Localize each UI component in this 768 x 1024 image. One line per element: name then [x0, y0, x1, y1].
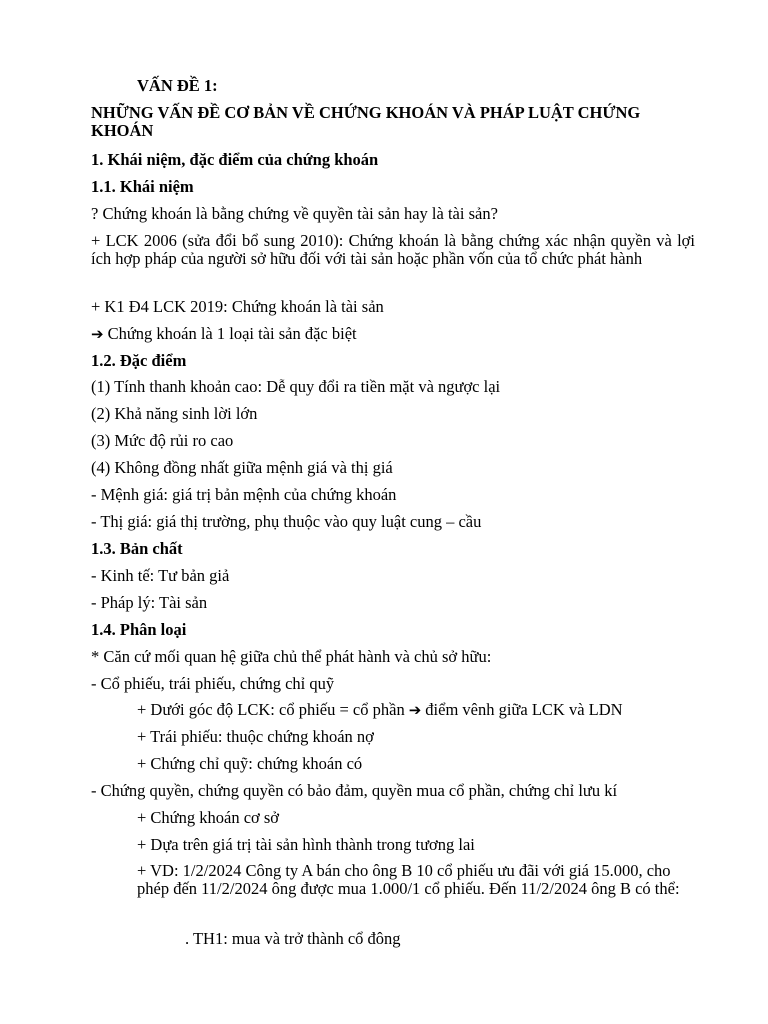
phap-ly-line: - Pháp lý: Tài sản [91, 593, 208, 612]
duoi-goc-text-a: + Dưới góc độ LCK: cổ phiếu = cổ phần [137, 700, 405, 719]
conclusion-text: Chứng khoán là 1 loại tài sản đặc biệt [107, 324, 357, 343]
chung-quyen-line: - Chứng quyền, chứng quyền có bảo đảm, quyền mua cổ phần, chứng chỉ lưu kí [91, 781, 618, 800]
heading-1-4: 1.4. Phân loại [91, 620, 187, 639]
menh-gia-line: - Mệnh giá: giá trị bản mệnh của chứng khoán [91, 485, 397, 504]
conclusion-line [91, 325, 695, 343]
duoi-goc-line [137, 701, 695, 719]
heading-1-2: 1.2. Đặc điểm [91, 351, 187, 370]
heading-1-3: 1.3. Bản chất [91, 539, 183, 558]
vd-paragraph: + VD: 1/2/2024 Công ty A bán cho ông B 10 cổ phiếu ưu đãi với giá 15.000, cho phép đến 11/2/2024 ông được mua 1.000/1 cổ phiếu. Đến 11/2/2024 ông B có thể: [137, 861, 680, 898]
feature-3: (3) Mức độ rủi ro cao [91, 431, 234, 450]
doc-subtitle: NHỮNG VẤN ĐỀ CƠ BẢN VỀ CHỨNG KHOÁN VÀ PHÁP LUẬT CHỨNG KHOÁN [91, 103, 641, 140]
thi-gia-line: - Thị giá: giá thị trường, phụ thuộc vào quy luật cung – cầu [91, 512, 482, 531]
ck-co-so-line: + Chứng khoán cơ sở [137, 808, 280, 827]
chung-chi-line: + Chứng chỉ quỹ: chứng khoán có [137, 754, 363, 773]
doc-title: VẤN ĐỀ 1: [137, 76, 218, 95]
heading-1-1: 1.1. Khái niệm [91, 177, 194, 196]
arrow-right-icon: ➔ [91, 325, 104, 343]
heading-1: 1. Khái niệm, đặc điểm của chứng khoán [91, 150, 379, 169]
arrow-right-icon: ➔ [408, 701, 422, 719]
lck-2006-paragraph: + LCK 2006 (sửa đổi bổ sung 2010): Chứng khoán là bằng chứng xác nhận quyền và lợi ích hợp pháp của người sở hữu đối với tài sản hoặc phần vốn của tổ chức phát hành [91, 231, 695, 268]
dua-tren-line: + Dựa trên giá trị tài sản hình thành trong tương lai [137, 835, 475, 854]
question-line: ? Chứng khoán là bằng chứng về quyền tài sản hay là tài sản? [91, 204, 498, 223]
k1-line: + K1 Đ4 LCK 2019: Chứng khoán là tài sản [91, 297, 384, 316]
feature-4: (4) Không đồng nhất giữa mệnh giá và thị giá [91, 458, 393, 477]
feature-2: (2) Khả năng sinh lời lớn [91, 404, 258, 423]
duoi-goc-text-b: điểm vênh giữa LCK và LDN [425, 700, 623, 719]
can-cu-line: * Căn cứ mối quan hệ giữa chủ thể phát hành và chủ sở hữu: [91, 647, 492, 666]
th1-line: . TH1: mua và trở thành cổ đông [185, 929, 401, 948]
trai-phieu-line: + Trái phiếu: thuộc chứng khoán nợ [137, 727, 374, 746]
co-phieu-line: - Cổ phiếu, trái phiếu, chứng chỉ quỹ [91, 674, 335, 693]
feature-1: (1) Tính thanh khoản cao: Dễ quy đổi ra tiền mặt và ngược lại [91, 377, 501, 396]
kinh-te-line: - Kinh tế: Tư bản giả [91, 566, 230, 585]
